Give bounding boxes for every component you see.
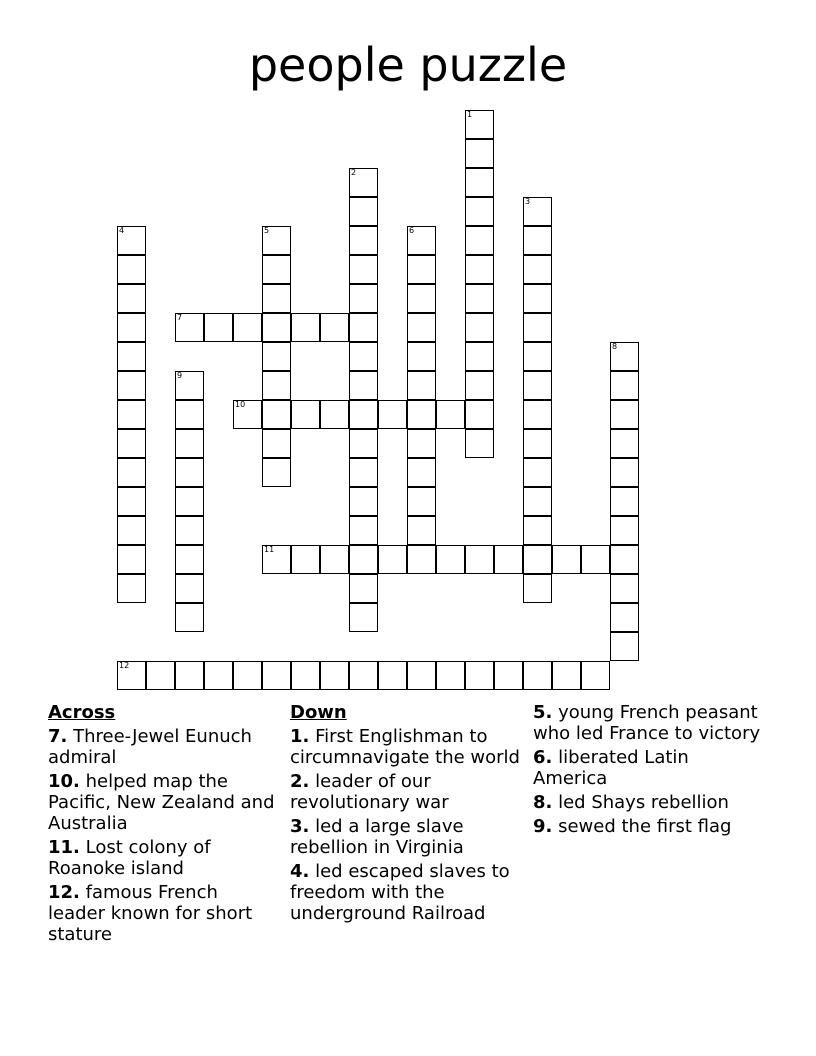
grid-cell[interactable]: [117, 226, 146, 255]
grid-cell[interactable]: [175, 400, 204, 429]
grid-cell[interactable]: [262, 371, 291, 400]
grid-cell[interactable]: [262, 284, 291, 313]
grid-cell[interactable]: [262, 342, 291, 371]
grid-cell[interactable]: [175, 661, 204, 690]
grid-cell[interactable]: [610, 516, 639, 545]
grid-cell[interactable]: [349, 284, 378, 313]
grid-cell[interactable]: [465, 313, 494, 342]
page-title: people puzzle: [248, 38, 568, 92]
grid-cell[interactable]: [117, 574, 146, 603]
clue-item-text: Three-Jewel Eunuch admiral: [48, 726, 252, 768]
grid-cell[interactable]: [552, 545, 581, 574]
grid-cell[interactable]: [349, 168, 378, 197]
clue-number: 2: [351, 168, 357, 177]
grid-cell[interactable]: [349, 574, 378, 603]
clue-item-number: 7.: [48, 726, 68, 747]
grid-cell[interactable]: [349, 429, 378, 458]
grid-cell[interactable]: [581, 545, 610, 574]
grid-cell[interactable]: [175, 313, 204, 342]
grid-cell[interactable]: [349, 545, 378, 574]
down-clues: [290, 702, 520, 927]
clue-item: [290, 726, 520, 768]
clue-number: 10: [235, 400, 246, 409]
grid-cell[interactable]: [262, 661, 291, 690]
grid-cell[interactable]: [407, 255, 436, 284]
grid-cell[interactable]: [465, 168, 494, 197]
grid-cell[interactable]: [262, 226, 291, 255]
grid-cell[interactable]: [523, 313, 552, 342]
grid-cell[interactable]: [233, 400, 262, 429]
clue-item-text: led a large slave rebellion in Virginia: [290, 816, 464, 858]
grid-cell[interactable]: [349, 226, 378, 255]
grid-cell[interactable]: [320, 661, 349, 690]
clue-number: 12: [119, 661, 130, 670]
grid-cell[interactable]: [117, 487, 146, 516]
grid-cell[interactable]: [117, 342, 146, 371]
clue-item: [533, 816, 763, 837]
grid-cell[interactable]: [349, 313, 378, 342]
clue-item-text: First Englishman to circumnavigate the world: [290, 726, 520, 768]
grid-cell[interactable]: [465, 197, 494, 226]
clue-item: [533, 792, 763, 813]
grid-cell[interactable]: [407, 661, 436, 690]
grid-cell[interactable]: [436, 545, 465, 574]
grid-cell[interactable]: [146, 661, 175, 690]
down-clues-continued: [533, 702, 763, 840]
grid-cell[interactable]: [291, 545, 320, 574]
grid-cell[interactable]: [523, 574, 552, 603]
grid-cell[interactable]: [407, 429, 436, 458]
grid-cell[interactable]: [349, 342, 378, 371]
grid-cell[interactable]: [233, 661, 262, 690]
grid-cell[interactable]: [204, 313, 233, 342]
grid-cell[interactable]: [349, 197, 378, 226]
clue-item: [48, 837, 278, 879]
grid-cell[interactable]: [204, 661, 233, 690]
clue-item: [48, 771, 278, 834]
grid-cell[interactable]: [291, 400, 320, 429]
clue-item: [533, 702, 763, 744]
grid-cell[interactable]: [378, 661, 407, 690]
grid-cell[interactable]: [117, 371, 146, 400]
grid-cell[interactable]: [523, 516, 552, 545]
grid-cell[interactable]: [610, 429, 639, 458]
grid-cell[interactable]: [320, 400, 349, 429]
grid-cell[interactable]: [523, 197, 552, 226]
grid-cell[interactable]: [407, 400, 436, 429]
grid-cell[interactable]: [465, 226, 494, 255]
grid-cell[interactable]: [262, 545, 291, 574]
grid-cell[interactable]: [523, 371, 552, 400]
grid-cell[interactable]: [349, 400, 378, 429]
grid-cell[interactable]: [610, 487, 639, 516]
clue-number: 11: [264, 545, 275, 554]
grid-cell[interactable]: [523, 661, 552, 690]
grid-cell[interactable]: [233, 313, 262, 342]
clue-item-number: 3.: [290, 816, 310, 837]
clue-number: 7: [177, 313, 183, 322]
grid-cell[interactable]: [117, 255, 146, 284]
grid-cell[interactable]: [175, 458, 204, 487]
grid-cell[interactable]: [349, 661, 378, 690]
clue-item-text: young French peasant who led France to victory: [533, 702, 761, 744]
grid-cell[interactable]: [349, 516, 378, 545]
grid-cell[interactable]: [117, 458, 146, 487]
grid-cell[interactable]: [465, 342, 494, 371]
clue-item: [290, 861, 520, 924]
grid-cell[interactable]: [407, 516, 436, 545]
clue-item-number: 5.: [533, 702, 553, 723]
grid-cell[interactable]: [175, 371, 204, 400]
clue-item-text: Lost colony of Roanoke island: [48, 837, 211, 879]
grid-cell[interactable]: [523, 255, 552, 284]
clue-item: [290, 771, 520, 813]
grid-cell[interactable]: [610, 458, 639, 487]
grid-cell[interactable]: [523, 458, 552, 487]
grid-cell[interactable]: [349, 371, 378, 400]
grid-cell[interactable]: [610, 371, 639, 400]
grid-cell[interactable]: [407, 487, 436, 516]
clue-number: 8: [612, 342, 618, 351]
grid-cell[interactable]: [175, 516, 204, 545]
clue-item-number: 6.: [533, 747, 553, 768]
grid-cell[interactable]: [175, 487, 204, 516]
grid-cell[interactable]: [436, 400, 465, 429]
grid-cell[interactable]: [465, 139, 494, 168]
grid-cell[interactable]: [262, 429, 291, 458]
grid-cell[interactable]: [523, 226, 552, 255]
grid-cell[interactable]: [552, 661, 581, 690]
grid-cell[interactable]: [407, 226, 436, 255]
clue-item-text: liberated Latin America: [533, 747, 689, 789]
clue-number: 1: [467, 110, 473, 119]
down-heading: Down: [290, 702, 347, 723]
grid-cell[interactable]: [407, 313, 436, 342]
grid-cell[interactable]: [349, 458, 378, 487]
clue-item: [290, 816, 520, 858]
clue-number: 3: [525, 197, 531, 206]
grid-cell[interactable]: [117, 313, 146, 342]
clue-item-text: famous French leader known for short stature: [48, 882, 253, 945]
clue-item-number: 11.: [48, 837, 80, 858]
clue-item-number: 1.: [290, 726, 310, 747]
grid-cell[interactable]: [291, 313, 320, 342]
grid-cell[interactable]: [117, 545, 146, 574]
clue-item-text: sewed the first flag: [552, 816, 732, 837]
grid-cell[interactable]: [262, 255, 291, 284]
clue-item-number: 12.: [48, 882, 80, 903]
clue-item: [48, 726, 278, 768]
grid-cell[interactable]: [494, 545, 523, 574]
clue-item-number: 10.: [48, 771, 80, 792]
grid-cell[interactable]: [610, 603, 639, 632]
grid-cell[interactable]: [320, 545, 349, 574]
clue-item-text: helped map the Pacific, New Zealand and Australia: [48, 771, 275, 834]
clue-item-text: led escaped slaves to freedom with the underground Railroad: [290, 861, 510, 924]
clue-item-number: 8.: [533, 792, 553, 813]
grid-cell[interactable]: [465, 400, 494, 429]
grid-cell[interactable]: [465, 661, 494, 690]
clue-item-number: 2.: [290, 771, 310, 792]
across-clues: [48, 702, 278, 948]
grid-cell[interactable]: [465, 110, 494, 139]
grid-cell[interactable]: [175, 603, 204, 632]
clue-item: [48, 882, 278, 945]
grid-cell[interactable]: [523, 400, 552, 429]
grid-cell[interactable]: [465, 545, 494, 574]
grid-cell[interactable]: [465, 429, 494, 458]
grid-cell[interactable]: [465, 284, 494, 313]
clue-number: 5: [264, 226, 270, 235]
grid-cell[interactable]: [320, 313, 349, 342]
grid-cell[interactable]: [407, 342, 436, 371]
clue-item-text: led Shays rebellion: [552, 792, 729, 813]
grid-cell[interactable]: [117, 661, 146, 690]
grid-cell[interactable]: [407, 371, 436, 400]
clue-number: 9: [177, 371, 183, 380]
grid-cell[interactable]: [523, 487, 552, 516]
grid-cell[interactable]: [117, 429, 146, 458]
grid-cell[interactable]: [523, 342, 552, 371]
grid-cell[interactable]: [175, 545, 204, 574]
grid-cell[interactable]: [436, 661, 465, 690]
clue-number: 6: [409, 226, 415, 235]
clue-item-number: 9.: [533, 816, 553, 837]
clue-item-text: leader of our revolutionary war: [290, 771, 449, 813]
grid-cell[interactable]: [523, 429, 552, 458]
grid-cell[interactable]: [262, 313, 291, 342]
grid-cell[interactable]: [407, 458, 436, 487]
clue-item: [533, 747, 763, 789]
clue-item-number: 4.: [290, 861, 310, 882]
clue-number: 4: [119, 226, 125, 235]
grid-cell[interactable]: [262, 458, 291, 487]
grid-cell[interactable]: [378, 400, 407, 429]
across-heading: Across: [48, 702, 116, 723]
grid-cell[interactable]: [610, 400, 639, 429]
grid-cell[interactable]: [117, 516, 146, 545]
grid-cell[interactable]: [407, 545, 436, 574]
grid-cell[interactable]: [117, 284, 146, 313]
grid-cell[interactable]: [581, 661, 610, 690]
grid-cell[interactable]: [349, 603, 378, 632]
grid-cell[interactable]: [378, 545, 407, 574]
grid-cell[interactable]: [175, 574, 204, 603]
grid-cell[interactable]: [610, 342, 639, 371]
grid-cell[interactable]: [465, 371, 494, 400]
grid-cell[interactable]: [523, 284, 552, 313]
grid-cell[interactable]: [465, 255, 494, 284]
grid-cell[interactable]: [523, 545, 552, 574]
grid-cell[interactable]: [610, 574, 639, 603]
grid-cell[interactable]: [610, 545, 639, 574]
grid-cell[interactable]: [407, 284, 436, 313]
grid-cell[interactable]: [349, 487, 378, 516]
grid-cell[interactable]: [349, 255, 378, 284]
grid-cell[interactable]: [262, 400, 291, 429]
grid-cell[interactable]: [175, 429, 204, 458]
grid-cell[interactable]: [291, 661, 320, 690]
grid-cell[interactable]: [494, 661, 523, 690]
grid-cell[interactable]: [610, 632, 639, 661]
grid-cell[interactable]: [117, 400, 146, 429]
